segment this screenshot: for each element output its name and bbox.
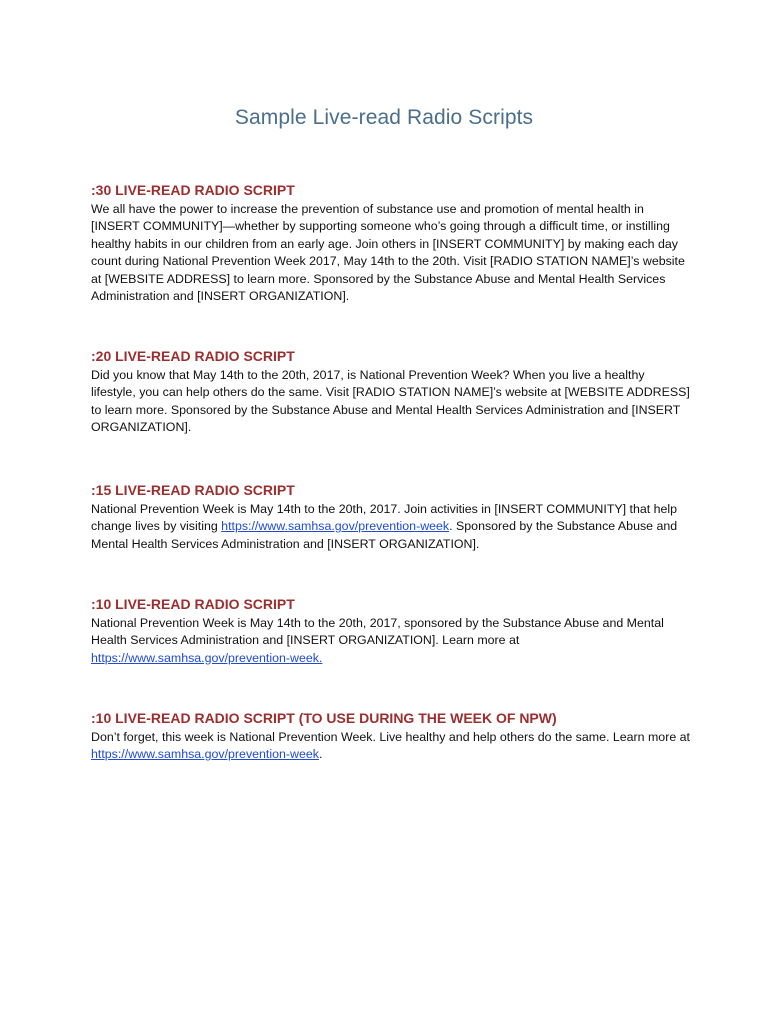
section-body: We all have the power to increase the prevention of substance use and promotion of mental health in [INSERT COMMUNITY]—whether by supporting someone who’s going through a difficult time, or instilling healthy habits in our children from an early age. Join others in [INSERT COMMUNITY] by making each day count during National Prevention Week 2017, May 14th to the 20th. Visit [RADIO STATION NAME]’s website at [WEBSITE ADDRESS] to learn more. Sponsored by the Substance Abuse and Mental Health Services Administration and [INSERT ORGANIZATION]. (91, 201, 685, 303)
section-heading: :10 LIVE-READ RADIO SCRIPT (91, 596, 295, 612)
section-heading: :30 LIVE-READ RADIO SCRIPT (91, 182, 295, 198)
body-text-after: . Sponsored by the Substance Abuse and Mental Health Services Administration and [INSERT ORGANIZATION]. (91, 519, 678, 551)
script-section-20 (91, 348, 691, 437)
section-body (91, 615, 691, 668)
section-body (91, 729, 691, 764)
script-section-30 (91, 182, 691, 306)
section-heading: :20 LIVE-READ RADIO SCRIPT (91, 348, 295, 364)
body-text-before: Don’t forget, this week is National Prevention Week. Live healthy and help others do the same. Learn more at (91, 729, 690, 744)
prevention-week-link[interactable]: https://www.samhsa.gov/prevention-week. (91, 650, 323, 665)
section-body (91, 501, 691, 554)
prevention-week-link[interactable]: https://www.samhsa.gov/prevention-week (91, 747, 319, 761)
body-text-before: National Prevention Week is May 14th to the 20th, 2017, sponsored by the Substance Abuse and Mental Health Services Administration and [INSERT ORGANIZATION]. Learn more at (91, 615, 664, 647)
prevention-week-link[interactable]: https://www.samhsa.gov/prevention-week (221, 519, 450, 533)
body-text-before: National Prevention Week is May 14th to the 20th, 2017. Join activities in [INSERT COMMUNITY] that help change lives by visiting (91, 501, 678, 533)
script-section-10 (91, 596, 691, 667)
section-body: Did you know that May 14th to the 20th, 2017, is National Prevention Week? When you live a healthy lifestyle, you can help others do the same. Visit [RADIO STATION NAME]’s website at [WEBSITE ADDRESS] to learn more. Sponsored by the Substance Abuse and Mental Health Services Administration and [INSERT ORGANIZATION]. (91, 367, 690, 434)
script-section-10-npw (91, 710, 691, 764)
page-title: Sample Live-read Radio Scripts (234, 106, 534, 129)
section-heading: :15 LIVE-READ RADIO SCRIPT (91, 482, 295, 498)
body-text-after: . (318, 747, 323, 761)
section-heading: :10 LIVE-READ RADIO SCRIPT (TO USE DURING THE WEEK OF NPW) (91, 710, 557, 726)
script-section-15 (91, 482, 691, 553)
